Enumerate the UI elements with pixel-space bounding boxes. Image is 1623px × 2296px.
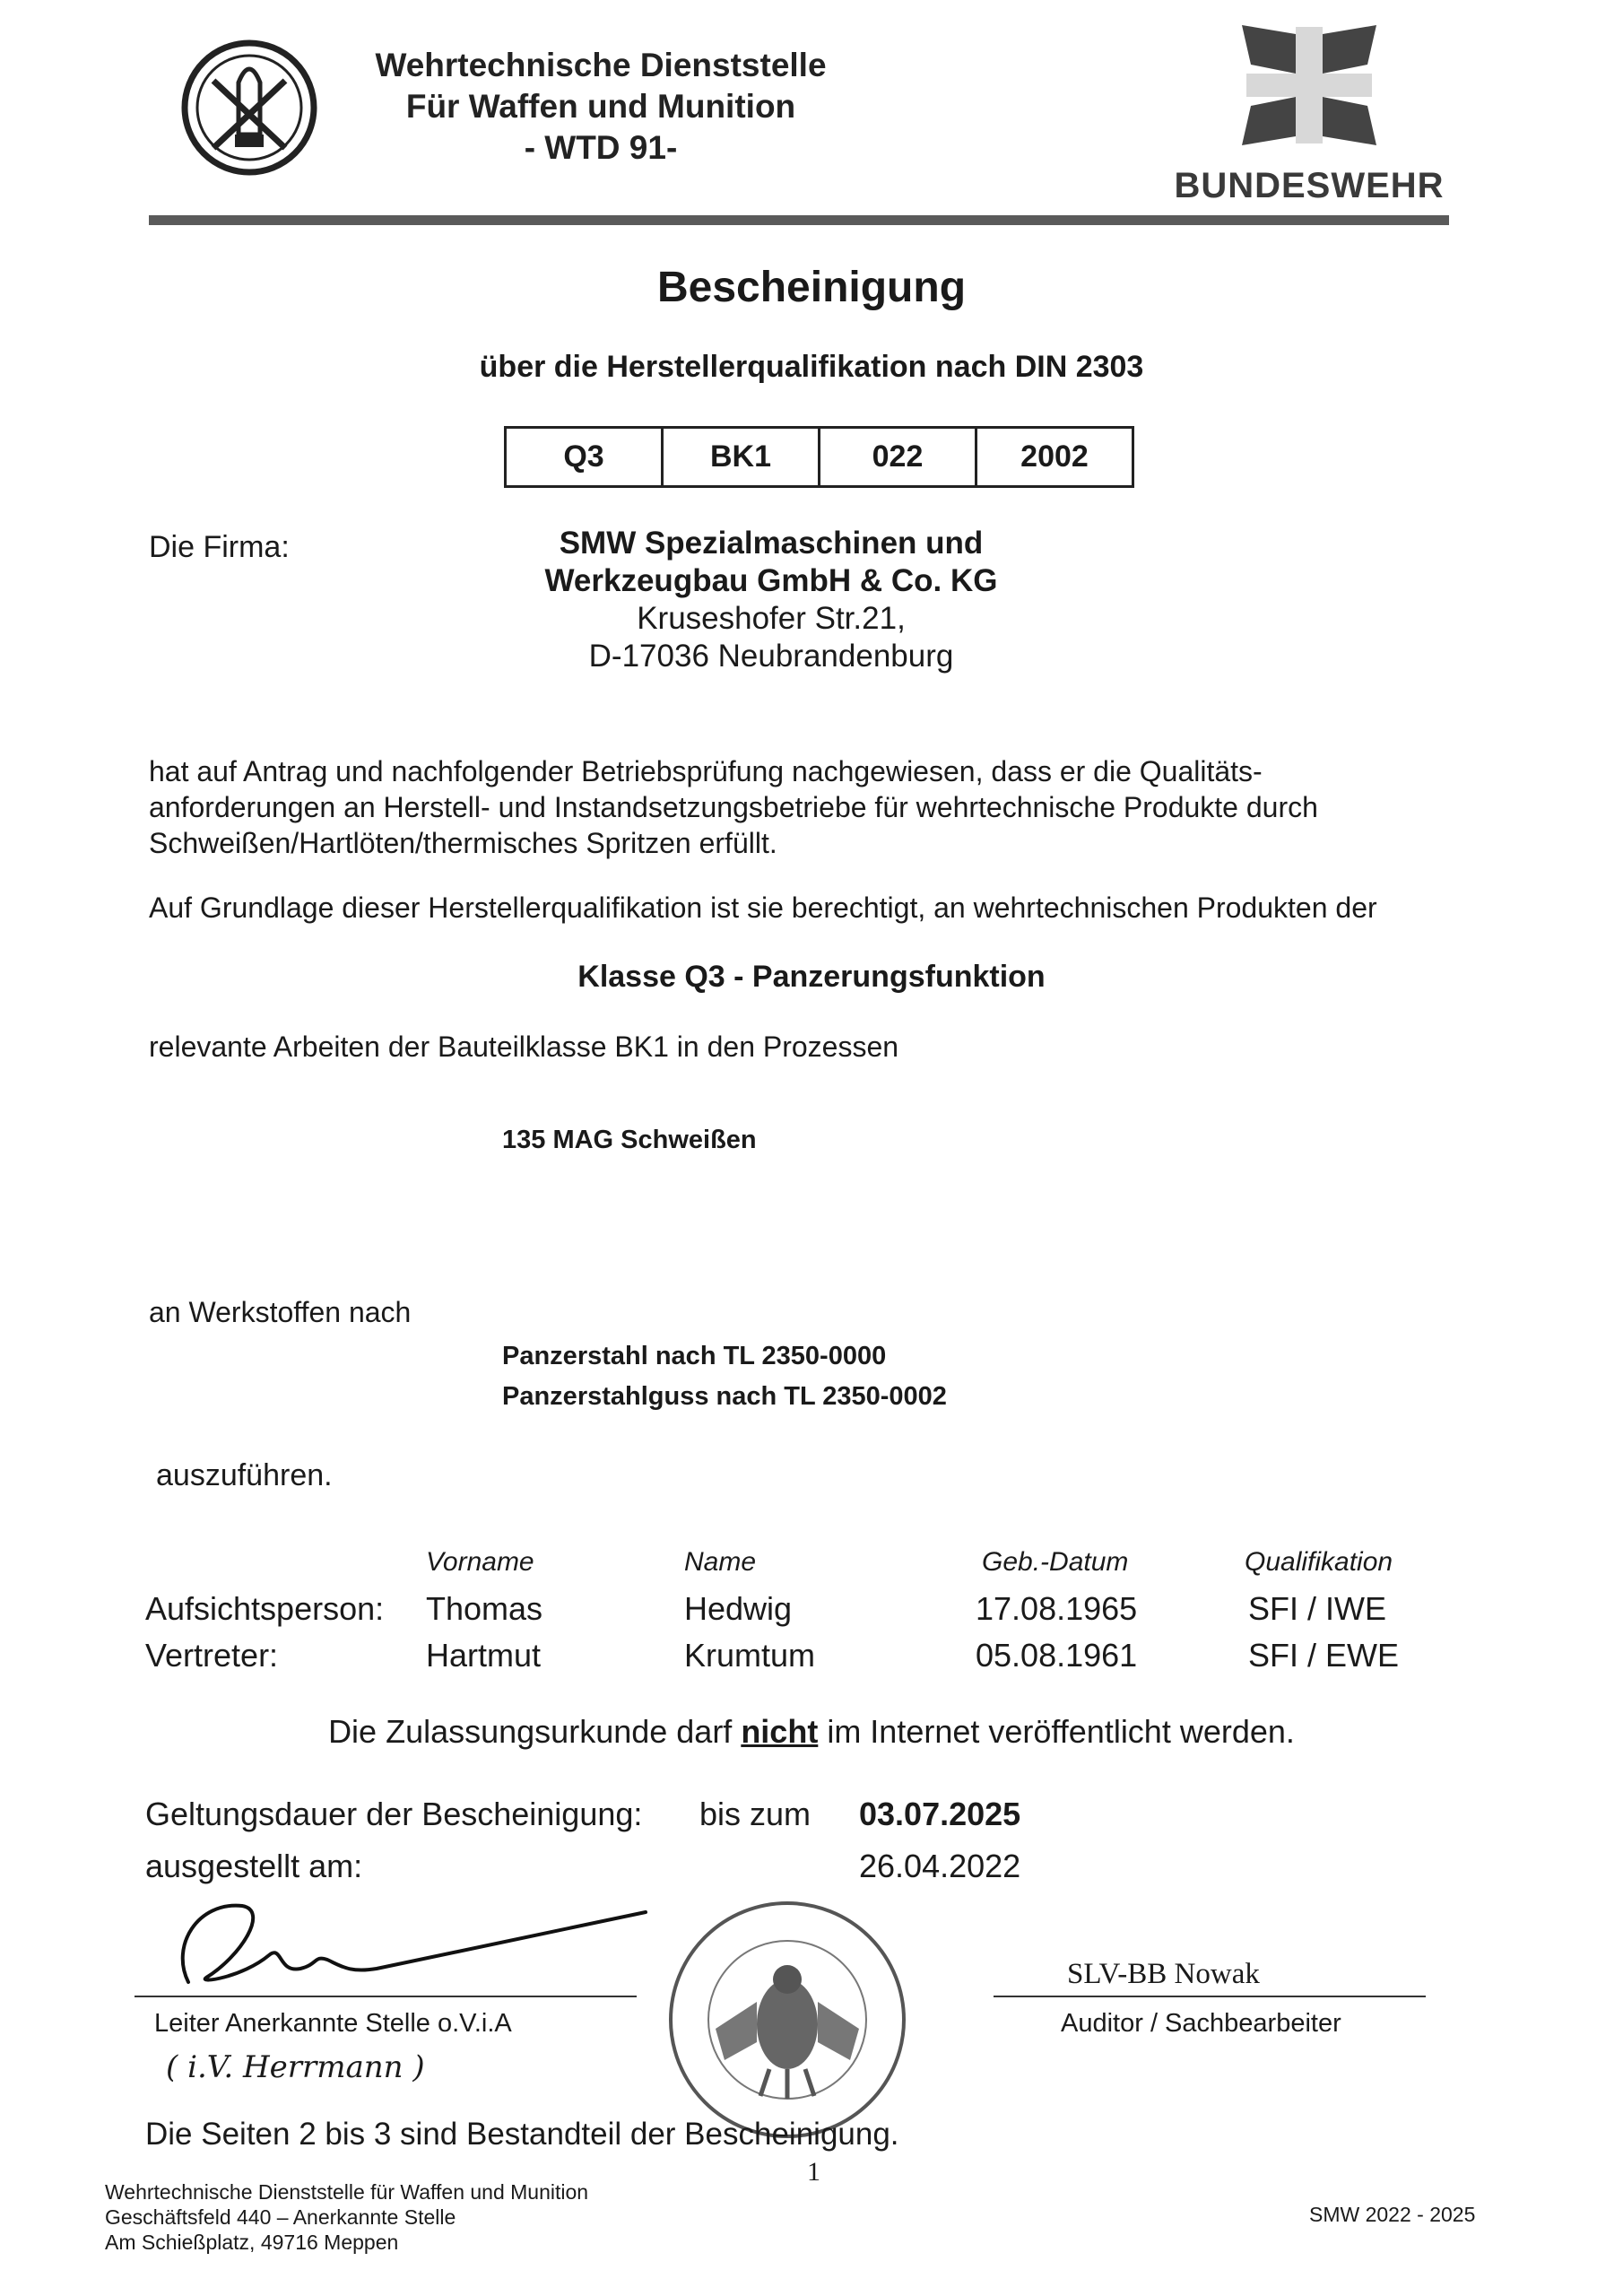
staff-header-dob: Geb.-Datum <box>982 1547 1129 1577</box>
code-cell: 2002 <box>1020 439 1089 474</box>
code-table <box>504 426 1134 488</box>
issued-date: 26.04.2022 <box>859 1848 1021 1884</box>
material-item: Panzerstahlguss nach TL 2350-0002 <box>502 1382 947 1411</box>
issued-label: ausgestellt am: <box>145 1848 363 1884</box>
code-cell: 022 <box>820 429 977 485</box>
staff-qual: SFI / IWE <box>1248 1590 1387 1627</box>
staff-role: Vertreter: <box>145 1637 279 1674</box>
header-divider <box>149 215 1449 225</box>
brand-name: BUNDESWEHR <box>1174 166 1445 205</box>
validity-until-date: 03.07.2025 <box>859 1796 1021 1832</box>
footer-address <box>105 2179 588 2255</box>
staff-last: Krumtum <box>684 1637 816 1674</box>
process-line: 135 MAG Schweißen <box>502 1126 757 1154</box>
pages-note: Die Seiten 2 bis 3 sind Bestandteil der Bescheinigung. <box>145 2117 899 2152</box>
firm-address <box>421 525 1121 675</box>
staff-table <box>0 1547 1623 1691</box>
paragraph-line: Schweißen/Hartlöten/thermisches Spritzen erfüllt. <box>149 827 777 859</box>
iron-cross-icon <box>1233 18 1385 152</box>
firm-name-line1: SMW Spezialmaschinen und <box>559 526 984 561</box>
execute-line: auszuführen. <box>156 1458 333 1492</box>
footer-line1: Wehrtechnische Dienststelle für Waffen und Munition <box>105 2180 589 2204</box>
wtd-logo <box>178 36 321 179</box>
header-org-line3: - WTD 91- <box>524 129 678 166</box>
staff-header-last: Name <box>684 1547 757 1577</box>
signature-right-name: SLV-BB Nowak <box>1067 1958 1260 1990</box>
document-subtitle: über die Herstellerqualifikation nach DIN 2303 <box>479 350 1144 384</box>
code-cell: Q3 <box>507 429 664 485</box>
firm-street: Kruseshofer Str.21, <box>637 601 906 636</box>
paragraph-authorization: Auf Grundlage dieser Herstellerqualifikation ist sie berechtigt, an wehrtechnischen Produkten der <box>149 891 1377 924</box>
signature-left-caption: Leiter Anerkannte Stelle o.V.i.A <box>154 2009 512 2038</box>
firm-name-line2: Werkzeugbau GmbH & Co. KG <box>544 563 998 598</box>
firm-city: D-17036 Neubrandenburg <box>588 639 954 674</box>
validity-label: Geltungsdauer der Bescheinigung: <box>145 1796 643 1832</box>
signature-line-left <box>135 1996 637 1997</box>
paragraph-line: hat auf Antrag und nachfolgender Betriebsprüfung nachgewiesen, dass er die Qualitäts- <box>149 755 1263 787</box>
validity-until-label: bis zum <box>699 1796 812 1832</box>
staff-last: Hedwig <box>684 1590 793 1627</box>
staff-role: Aufsichtsperson: <box>145 1590 385 1627</box>
official-seal <box>662 1894 913 2145</box>
document-title: Bescheinigung <box>656 264 967 311</box>
signature-left-note: ( i.V. Herrmann ) <box>166 2049 425 2085</box>
signature-right-caption: Auditor / Sachbearbeiter <box>1061 2009 1341 2038</box>
internet-notice-before: Die Zulassungsurkunde darf <box>328 1713 742 1750</box>
class-line: Klasse Q3 - Panzerungsfunktion <box>577 960 1046 994</box>
material-item: Panzerstahl nach TL 2350-0000 <box>502 1342 887 1370</box>
staff-dob: 05.08.1961 <box>976 1637 1138 1674</box>
footer-reference: SMW 2022 - 2025 <box>1309 2203 1476 2226</box>
code-cell: BK1 <box>664 429 820 485</box>
staff-dob: 17.08.1965 <box>976 1590 1138 1627</box>
internet-notice-after: im Internet veröffentlicht werden. <box>818 1713 1295 1750</box>
paragraph-line: anforderungen an Herstell- und Instandsetzungsbetriebe für wehrtechnische Produkte durch <box>149 791 1318 823</box>
staff-qual: SFI / EWE <box>1248 1637 1400 1674</box>
header-org-name <box>350 45 852 169</box>
firm-label: Die Firma: <box>149 530 290 564</box>
header-org-line2: Für Waffen und Munition <box>405 88 796 125</box>
staff-first: Thomas <box>426 1590 543 1627</box>
materials-label: an Werkstoffen nach <box>149 1296 412 1328</box>
signature-line-right <box>994 1996 1426 1997</box>
footer-line3: Am Schießplatz, 49716 Meppen <box>105 2231 399 2254</box>
paragraph-qualification <box>149 753 1494 861</box>
internet-notice <box>0 1713 1623 1751</box>
staff-header-qual: Qualifikation <box>1245 1547 1393 1577</box>
staff-header-first: Vorname <box>426 1547 534 1577</box>
signature-left <box>135 1892 655 2000</box>
staff-first: Hartmut <box>426 1637 542 1674</box>
footer-line2: Geschäftsfeld 440 – Anerkannte Stelle <box>105 2205 456 2229</box>
header-org-line1: Wehrtechnische Dienststelle <box>375 47 827 83</box>
relevant-line: relevante Arbeiten der Bauteilklasse BK1 in den Prozessen <box>149 1031 899 1063</box>
materials-list <box>502 1336 947 1417</box>
page-number: 1 <box>807 2157 820 2187</box>
internet-notice-emph: nicht <box>741 1713 819 1750</box>
